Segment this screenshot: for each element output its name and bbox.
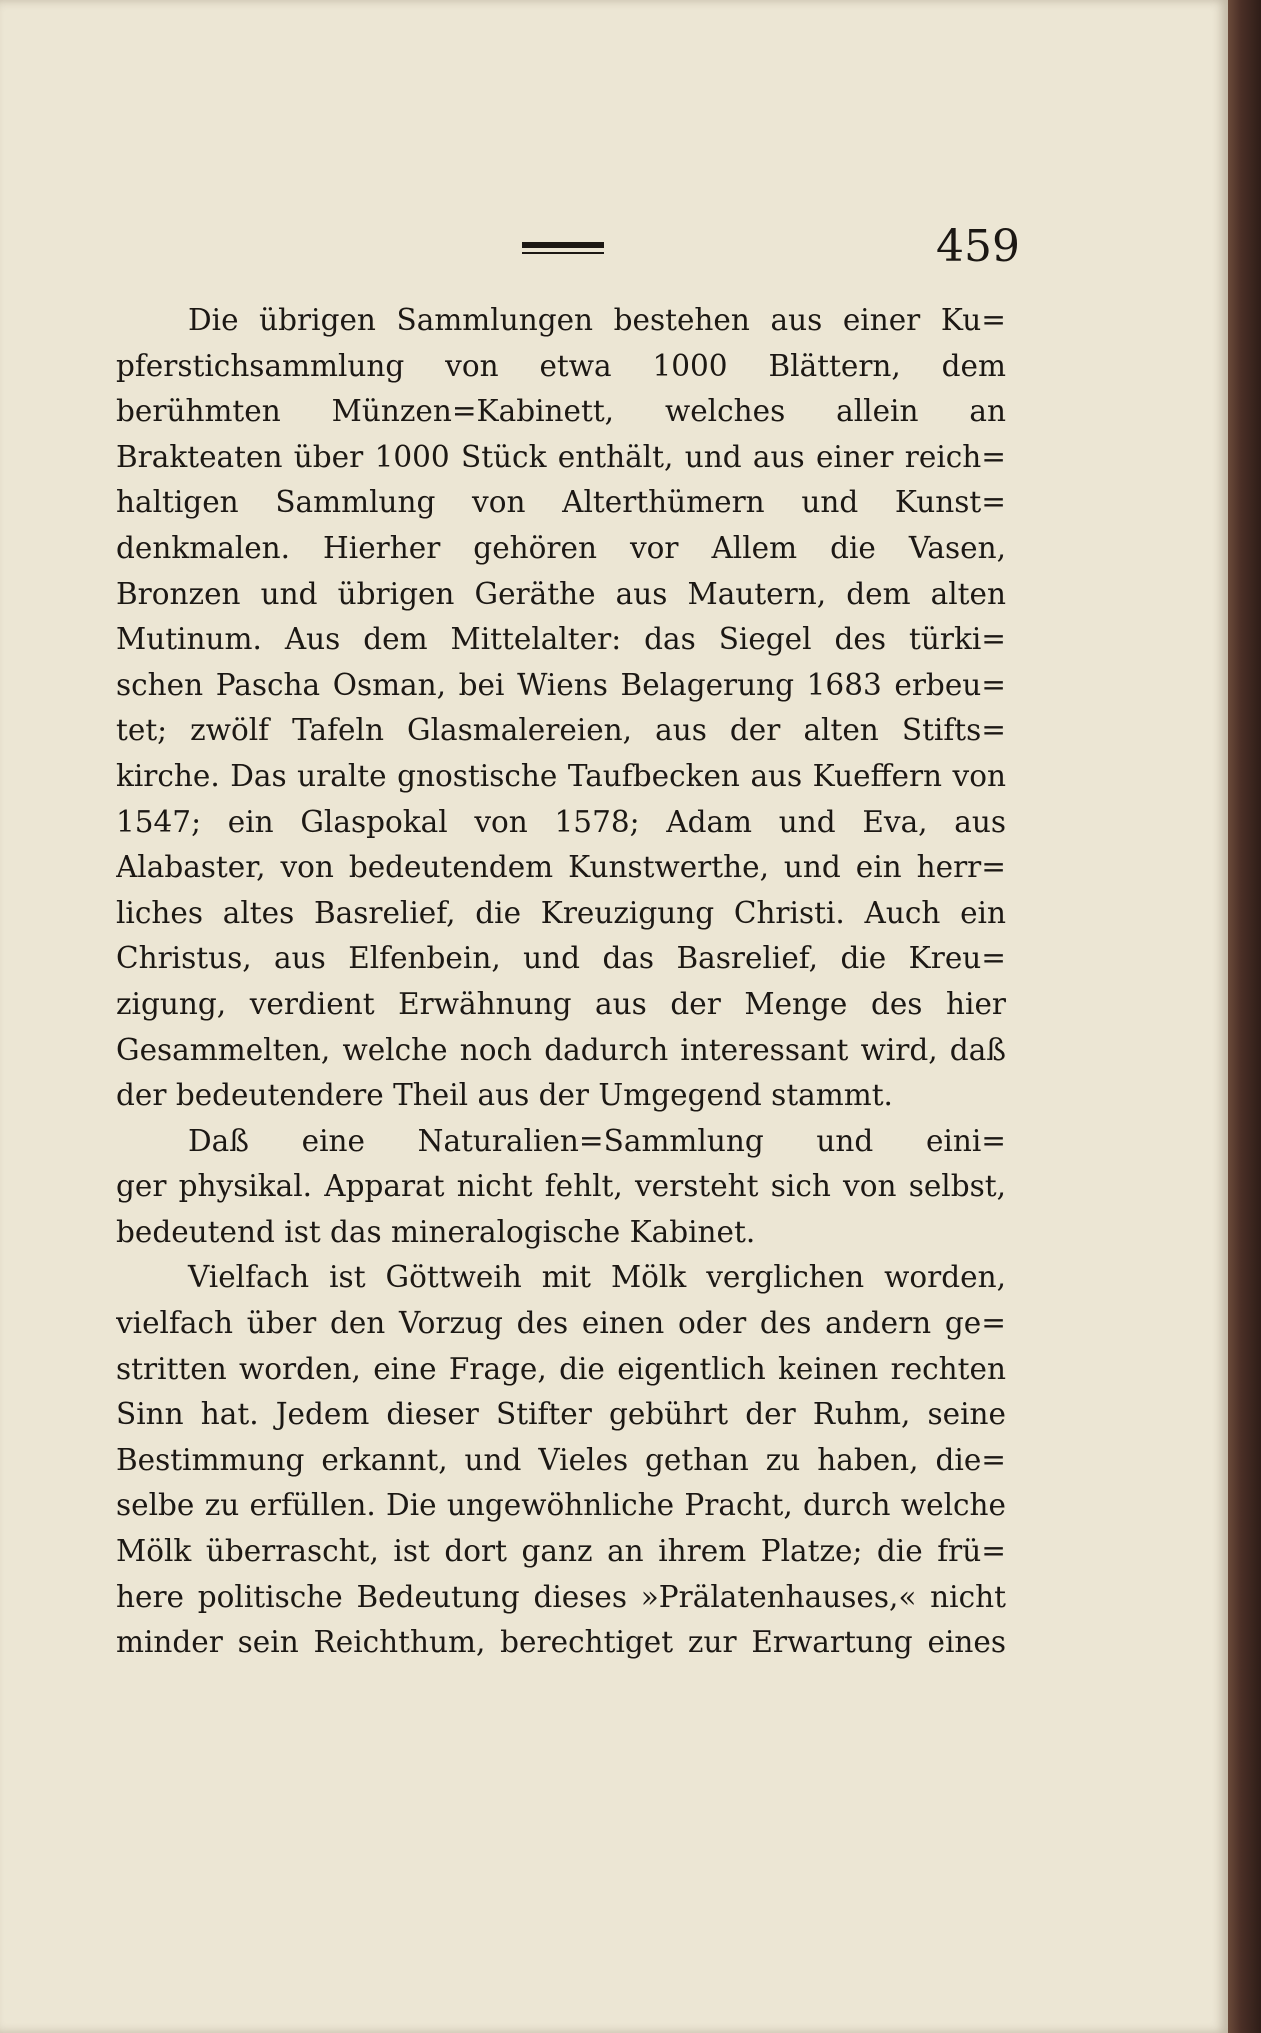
text-line: Bestimmung erkannt, und Vieles gethan zu haben, die= [116,1442,1006,1477]
text-line: here politische Bedeutung dieses »Prälatenhauses,« nicht [116,1579,1006,1614]
text-line: Alabaster, von bedeutendem Kunstwerthe, und ein herr= [116,850,1006,885]
text-line: Vielfach ist Göttweih mit Mölk verglichen worden, [188,1260,1006,1295]
text-line: Gesammelten, welche noch dadurch interessant wird, daß [116,1032,1006,1067]
text-line: tet; zwölf Tafeln Glasmalereien, aus der alten Stifts= [116,713,1006,748]
text-line: bedeutend ist das mineralogische Kabinet. [116,1214,756,1249]
text-line: stritten worden, eine Frage, die eigentlich keinen rechten [116,1351,1006,1386]
page-number: 459 [936,221,1020,272]
text-line: vielfach über den Vorzug des einen oder des andern ge= [116,1306,1006,1341]
text-line: 1547; ein Glaspokal von 1578; Adam und Eva, aus [116,804,1006,839]
text-line: Sinn hat. Jedem dieser Stifter gebührt der Ruhm, seine [116,1397,1006,1432]
book-edge [1228,0,1261,2033]
text-line: zigung, verdient Erwähnung aus der Menge des hier [116,986,1006,1021]
text-line: ger physikal. Apparat nicht fehlt, versteht sich von selbst, [116,1169,1006,1204]
text-line: pferstichsammlung von etwa 1000 Blättern, dem [116,348,1006,383]
text-line: Brakteaten über 1000 Stück enthält, und aus einer reich= [116,439,1006,474]
text-line: Bronzen und übrigen Geräthe aus Mautern, dem alten [116,576,1006,611]
text-line: der bedeutendere Theil aus der Umgegend stammt. [116,1078,893,1113]
text-line: haltigen Sammlung von Alterthümern und Kunst= [116,485,1006,520]
text-line: schen Pascha Osman, bei Wiens Belagerung 1683 erbeu= [116,667,1006,702]
text-line: berühmten Münzen=Kabinett, welches allein an [116,394,1006,429]
text-line: denkmalen. Hierher gehören vor Allem die Vasen, [116,530,1006,565]
text-line: liches altes Basrelief, die Kreuzigung Christi. Auch ein [116,895,1006,930]
text-line: Mutinum. Aus dem Mittelalter: das Siegel des türki= [116,622,1006,657]
body-text [116,298,1006,1666]
header-rule [522,242,604,254]
text-line: minder sein Reichthum, berechtiget zur Erwartung eines [116,1625,1006,1660]
text-line: Mölk überrascht, ist dort ganz an ihrem Platze; die frü= [116,1534,1006,1569]
text-line: Daß eine Naturalien=Sammlung und eini= [188,1123,1006,1158]
text-line: Die übrigen Sammlungen bestehen aus einer Ku= [188,303,1006,337]
text-line: selbe zu erfüllen. Die ungewöhnliche Pracht, durch welche [116,1488,1006,1523]
text-line: Christus, aus Elfenbein, und das Basrelief, die Kreu= [116,941,1006,976]
text-line: kirche. Das uralte gnostische Taufbecken aus Kueffern von [116,758,1006,793]
